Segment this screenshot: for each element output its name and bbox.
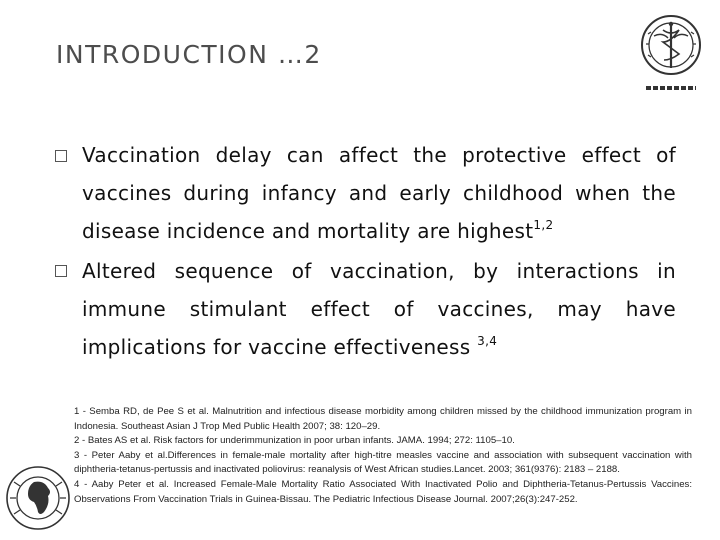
bullet-text-2 (82, 252, 676, 366)
reference-item: 2 - Bates AS et al. Risk factors for underimmunization in poor urban infants. JAMA. 1994; 272: 1105–10. (74, 435, 515, 447)
reference-item: 1 - Semba RD, de Pee S et al. Malnutrition and infectious disease morbidity among children missed by the childhood immunization program in Indonesia. Southeast Asian J Trop Med Public Health 2007; 38: 120–29. (74, 406, 692, 432)
references-block (74, 405, 692, 507)
indepth-network-logo (4, 462, 72, 534)
bullet-text-1 (82, 136, 676, 250)
bullet-marker-1 (55, 150, 67, 162)
slide-title: INTRODUCTION …2 (56, 40, 322, 69)
reference-item: 4 - Aaby Peter et al. Increased Female-Male Mortality Ratio Associated With Inactivated Polio and Diphtheria-Tetanus-Pertussis Vaccines: Observations From Vaccination Trials in Guinea-Bissau. The Pediatric Infectious Disease Journal. 2007;26(3):247-252. (74, 478, 692, 505)
reference-item: 3 - Peter Aaby et al.Differences in female-male mortality after high-titre measles vaccine and association with subsequent vaccination with diphtheria-tetanus-pertussis and inactivated poliovirus: reanalysis of West African studies.Lancet. 2003; 361(9376): 2183 – 2188. (74, 449, 692, 476)
citation-superscript-1: 1,2 (533, 218, 554, 232)
citation-superscript-2: 3,4 (477, 334, 498, 348)
bullet-body-1: Vaccination delay can affect the protective effect of vaccines during infancy and early childhood when the disease incidence and mortality are highest (82, 143, 676, 243)
bullet-marker-2 (55, 265, 67, 277)
bullet-body-2: Altered sequence of vaccination, by interactions in immune stimulant effect of vaccines, may have implications for vaccine effectiveness (82, 259, 676, 359)
aiims-emblem-logo (640, 14, 702, 96)
